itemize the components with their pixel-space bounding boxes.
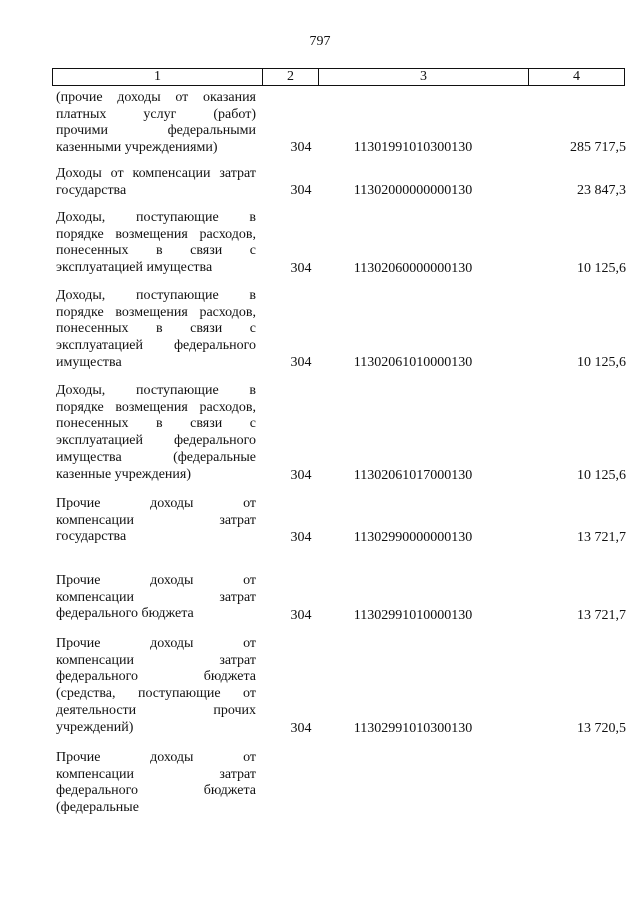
row-amount: 13 721,7 [577, 608, 626, 623]
row-description [56, 496, 256, 546]
desc-line: компенсации затрат [56, 652, 256, 668]
row-description [56, 750, 256, 817]
row-code: 304 [290, 468, 312, 483]
row-description [56, 90, 256, 157]
row-code: 304 [290, 608, 312, 623]
desc-line: государства [56, 529, 127, 545]
row-code: 304 [290, 530, 312, 545]
row-kbk: 11301991010300130 [353, 140, 473, 155]
row-amount: 13 720,5 [577, 721, 626, 736]
row-description [56, 383, 256, 483]
desc-line: (прочие доходы от оказания [56, 90, 256, 105]
row-code: 304 [290, 183, 312, 198]
page-number: 797 [309, 34, 331, 49]
row-code: 304 [290, 140, 312, 155]
row-description [56, 573, 256, 623]
desc-line: Прочие доходы от [56, 496, 256, 511]
header-col-3: 3 [319, 69, 529, 85]
row-code: 304 [290, 261, 312, 276]
desc-line: Прочие доходы от [56, 573, 256, 588]
desc-line: Доходы, поступающие в [56, 210, 256, 225]
desc-line: порядке возмещения расходов, [56, 399, 256, 415]
row-amount: 285 717,5 [570, 140, 626, 155]
desc-line: прочими федеральными [56, 123, 256, 139]
desc-line: эксплуатацией федерального [56, 433, 256, 449]
row-kbk: 11302991010300130 [353, 721, 473, 736]
desc-line: (федеральные [56, 800, 139, 816]
desc-line: компенсации затрат [56, 512, 256, 528]
desc-line: понесенных в связи с [56, 416, 256, 432]
desc-line: федерального бюджета [56, 669, 256, 685]
desc-line: компенсации затрат [56, 589, 256, 605]
desc-line: федерального бюджета [56, 783, 256, 799]
row-amount: 13 721,7 [577, 530, 626, 545]
desc-line: деятельности прочих [56, 702, 256, 718]
row-amount: 10 125,6 [577, 355, 626, 370]
desc-line: Доходы от компенсации затрат [56, 166, 256, 181]
desc-line: Доходы, поступающие в [56, 383, 256, 398]
desc-line: федерального бюджета [56, 606, 194, 622]
row-description [56, 210, 256, 277]
row-amount: 10 125,6 [577, 261, 626, 276]
desc-line: платных услуг (работ) [56, 106, 256, 122]
row-kbk: 11302060000000130 [353, 261, 473, 276]
desc-line: компенсации затрат [56, 766, 256, 782]
row-code: 304 [290, 355, 312, 370]
row-description [56, 166, 256, 199]
row-kbk: 11302000000000130 [353, 183, 473, 198]
header-col-1: 1 [53, 69, 263, 85]
row-description [56, 636, 256, 736]
row-kbk: 11302990000000130 [353, 530, 473, 545]
desc-line: (средства, поступающие от [56, 686, 256, 702]
desc-line: государства [56, 182, 127, 198]
desc-line: порядке возмещения расходов, [56, 304, 256, 320]
desc-line: казенные учреждения) [56, 466, 192, 482]
desc-line: учреждений) [56, 719, 134, 735]
row-kbk: 11302991010000130 [353, 608, 473, 623]
row-description [56, 288, 256, 372]
desc-line: Прочие доходы от [56, 750, 256, 765]
row-kbk: 11302061017000130 [353, 468, 473, 483]
desc-line: Прочие доходы от [56, 636, 256, 651]
desc-line: имущества [56, 354, 122, 370]
desc-line: понесенных в связи с [56, 243, 256, 259]
row-amount: 10 125,6 [577, 468, 626, 483]
desc-line: эксплуатацией имущества [56, 260, 213, 276]
table-header [52, 68, 625, 86]
desc-line: эксплуатацией федерального [56, 338, 256, 354]
header-col-4: 4 [573, 69, 580, 84]
row-code: 304 [290, 721, 312, 736]
row-amount: 23 847,3 [577, 183, 626, 198]
row-kbk: 11302061010000130 [353, 355, 473, 370]
header-col-2: 2 [263, 69, 319, 85]
desc-line: порядке возмещения расходов, [56, 226, 256, 242]
desc-line: имущества (федеральные [56, 449, 256, 465]
desc-line: казенными учреждениями) [56, 140, 218, 156]
desc-line: понесенных в связи с [56, 321, 256, 337]
desc-line: Доходы, поступающие в [56, 288, 256, 303]
